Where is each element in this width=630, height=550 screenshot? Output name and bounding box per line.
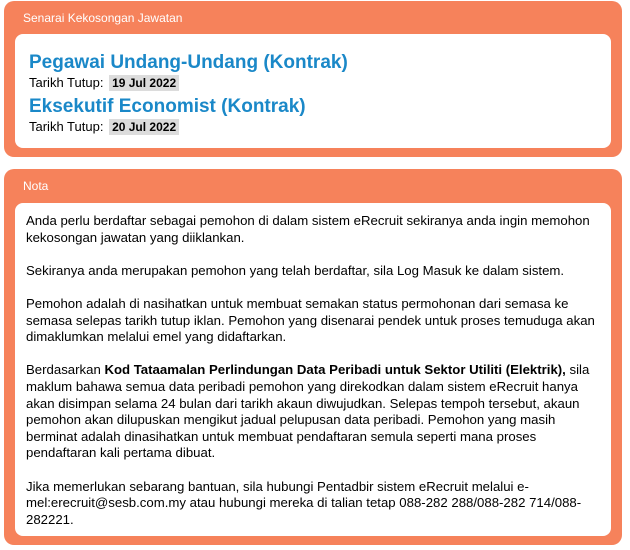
closing-date-badge: 20 Jul 2022 [109,119,179,135]
nota-paragraph-status: Pemohon adalah di nasihatkan untuk membuat semakan status permohonan dari semasa ke semasa selepas tarikh tutup iklan. Pemohon yang disenarai pendek untuk proses temuduga akan dimaklumkan melalui emel yang didaftarkan. [26,295,595,345]
data-protection-body: sila maklum bahawa semua data peribadi pemohon yang direkodkan dalam sistem eRecruit hanya akan disimpan selama 24 bulan dari tarikh akaun diwujudkan. Selepas tempoh tersebut, akaun pemohon akan dilupuskan mengikut jadual pelupusan data peribadi. Pemohon yang masih berminat adalah dinasihatkan untuk membuat pendaftaran semula seperti mana proses pendaftaran kali pertama dibuat. [26,362,590,461]
nota-paragraph-login: Sekiranya anda merupakan pemohon yang telah berdaftar, sila Log Masuk ke dalam sistem. [26,262,565,278]
job-item [29,51,611,91]
data-protection-prefix: Berdasarkan [26,362,105,378]
nota-paragraph-register: Anda perlu berdaftar sebagai pemohon di dalam sistem eRecruit sekiranya anda ingin memohon kekosongan jawatan yang diiklankan. [26,213,590,245]
nota-paragraph-contact: Jika memerlukan sebarang bantuan, sila hubungi Pentadbir sistem eRecruit melalui e-mel:erecruit@sesb.com.my atau hubungi mereka di talian tetap 088-282 288/088-282 714/088-282221. [26,478,582,527]
vacancy-panel [4,1,622,157]
job-item [29,95,611,135]
nota-content [15,203,611,536]
closing-date-label: Tarikh Tutup: [29,119,104,134]
nota-panel-header: Nota [23,179,49,193]
vacancy-panel-header: Senarai Kekosongan Jawatan [23,11,183,25]
nota-paragraph-data-protection [26,362,601,462]
vacancy-list [15,34,611,148]
closing-date-badge: 19 Jul 2022 [109,75,179,91]
job-title-link[interactable]: Pegawai Undang-Undang (Kontrak) [29,52,348,73]
job-title-link[interactable]: Eksekutif Economist (Kontrak) [29,96,306,117]
nota-panel [4,169,622,545]
closing-date-row [29,118,611,135]
closing-date-row [29,74,611,91]
data-protection-code: Kod Tataamalan Perlindungan Data Peribadi untuk Sektor Utiliti (Elektrik), [104,362,566,378]
closing-date-label: Tarikh Tutup: [29,75,104,90]
